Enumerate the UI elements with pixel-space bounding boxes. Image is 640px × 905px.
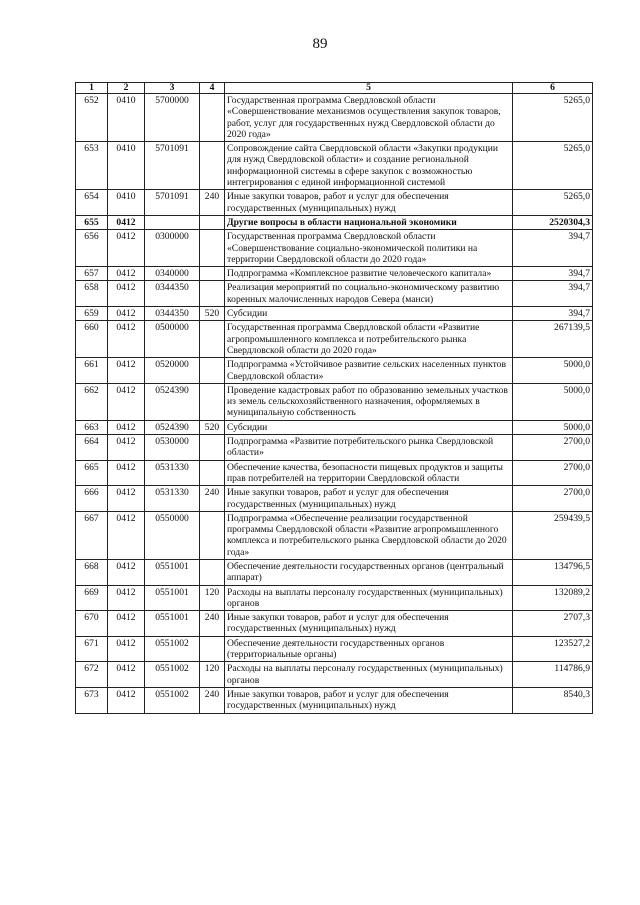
- amount-cell: 5265,0: [513, 190, 593, 216]
- expense-type-code-cell: 520: [200, 307, 225, 321]
- section-code-cell: 0410: [108, 190, 145, 216]
- table-row: [76, 383, 593, 420]
- item-name-cell: Другие вопросы в области национальной экономики: [225, 215, 513, 229]
- table-row: [76, 486, 593, 512]
- item-name-cell: Государственная программа Свердловской области «Совершенствование социально-экономической политики на территории Свердловской области до 2020 года»: [225, 230, 513, 267]
- table-row: [76, 559, 593, 585]
- target-item-code-cell: 0500000: [145, 321, 200, 358]
- item-name-cell: Иные закупки товаров, работ и услуг для обеспечения государственных (муниципальных) нужд: [225, 190, 513, 216]
- col-header-4: 4: [200, 83, 225, 94]
- table-row: [76, 460, 593, 486]
- section-code-cell: 0412: [108, 486, 145, 512]
- expense-type-code-cell: [200, 383, 225, 420]
- expense-type-code-cell: [200, 559, 225, 585]
- table-row: [76, 190, 593, 216]
- section-code-cell: 0412: [108, 585, 145, 611]
- amount-cell: 134796,5: [513, 559, 593, 585]
- section-code-cell: 0412: [108, 687, 145, 713]
- amount-cell: 259439,5: [513, 511, 593, 559]
- expense-type-code-cell: [200, 215, 225, 229]
- table-row: [76, 215, 593, 229]
- row-number-cell: 666: [76, 486, 108, 512]
- item-name-cell: Иные закупки товаров, работ и услуг для обеспечения государственных (муниципальных) нужд: [225, 611, 513, 637]
- table-row: [76, 358, 593, 384]
- col-header-2: 2: [108, 83, 145, 94]
- item-name-cell: Иные закупки товаров, работ и услуг для обеспечения государственных (муниципальных) нужд: [225, 687, 513, 713]
- amount-cell: 394,7: [513, 267, 593, 281]
- amount-cell: 5265,0: [513, 142, 593, 190]
- expense-type-code-cell: 240: [200, 486, 225, 512]
- expense-type-code-cell: [200, 435, 225, 461]
- table-row: [76, 662, 593, 688]
- row-number-cell: 662: [76, 383, 108, 420]
- amount-cell: 123527,2: [513, 636, 593, 662]
- amount-cell: 2707,3: [513, 611, 593, 637]
- row-number-cell: 664: [76, 435, 108, 461]
- amount-cell: 267139,5: [513, 321, 593, 358]
- target-item-code-cell: 5701091: [145, 142, 200, 190]
- amount-cell: 8540,3: [513, 687, 593, 713]
- target-item-code-cell: 0551001: [145, 585, 200, 611]
- table-row: [76, 611, 593, 637]
- expense-type-code-cell: 520: [200, 420, 225, 434]
- item-name-cell: Реализация мероприятий по социально-экономическому развитию коренных малочисленных народов Севера (манси): [225, 281, 513, 307]
- section-code-cell: 0412: [108, 307, 145, 321]
- expense-type-code-cell: [200, 94, 225, 142]
- table-row: [76, 321, 593, 358]
- item-name-cell: Расходы на выплаты персоналу государственных (муниципальных) органов: [225, 662, 513, 688]
- table-row: [76, 267, 593, 281]
- table-row: [76, 687, 593, 713]
- amount-cell: 394,7: [513, 230, 593, 267]
- row-number-cell: 672: [76, 662, 108, 688]
- target-item-code-cell: 5701091: [145, 190, 200, 216]
- target-item-code-cell: 0551001: [145, 611, 200, 637]
- item-name-cell: Государственная программа Свердловской области «Развитие агропромышленного комплекса и потребительского рынка Свердловской области до 2020 года»: [225, 321, 513, 358]
- amount-cell: 2700,0: [513, 486, 593, 512]
- item-name-cell: Субсидии: [225, 307, 513, 321]
- row-number-cell: 659: [76, 307, 108, 321]
- row-number-cell: 673: [76, 687, 108, 713]
- target-item-code-cell: 0531330: [145, 460, 200, 486]
- row-number-cell: 669: [76, 585, 108, 611]
- item-name-cell: Сопровождение сайта Свердловской области «Закупки продукции для нужд Свердловской области» и создание региональной информационной системы в сфере закупок с возможностью интегрирования с единой информационной системой: [225, 142, 513, 190]
- amount-cell: 5000,0: [513, 383, 593, 420]
- item-name-cell: Подпрограмма «Развитие потребительского рынка Свердловской области»: [225, 435, 513, 461]
- section-code-cell: 0412: [108, 636, 145, 662]
- row-number-cell: 661: [76, 358, 108, 384]
- row-number-cell: 654: [76, 190, 108, 216]
- row-number-cell: 667: [76, 511, 108, 559]
- section-code-cell: 0412: [108, 611, 145, 637]
- target-item-code-cell: 0340000: [145, 267, 200, 281]
- table-row: [76, 420, 593, 434]
- row-number-cell: 660: [76, 321, 108, 358]
- amount-cell: 5000,0: [513, 420, 593, 434]
- table-row: [76, 585, 593, 611]
- expense-type-code-cell: [200, 321, 225, 358]
- section-code-cell: 0412: [108, 358, 145, 384]
- table-row: [76, 307, 593, 321]
- item-name-cell: Обеспечение качества, безопасности пищевых продуктов и защиты прав потребителей на территории Свердловской области: [225, 460, 513, 486]
- target-item-code-cell: 0550000: [145, 511, 200, 559]
- table-row: [76, 435, 593, 461]
- target-item-code-cell: 0524390: [145, 383, 200, 420]
- expense-type-code-cell: 240: [200, 190, 225, 216]
- target-item-code-cell: 0531330: [145, 486, 200, 512]
- table-row: [76, 230, 593, 267]
- item-name-cell: Расходы на выплаты персоналу государственных (муниципальных) органов: [225, 585, 513, 611]
- section-code-cell: 0412: [108, 383, 145, 420]
- amount-cell: 114786,9: [513, 662, 593, 688]
- item-name-cell: Субсидии: [225, 420, 513, 434]
- row-number-cell: 653: [76, 142, 108, 190]
- section-code-cell: 0412: [108, 267, 145, 281]
- amount-cell: 2700,0: [513, 435, 593, 461]
- row-number-cell: 657: [76, 267, 108, 281]
- target-item-code-cell: 0524390: [145, 420, 200, 434]
- page-number: 89: [312, 36, 328, 52]
- expense-type-code-cell: [200, 511, 225, 559]
- row-number-cell: 655: [76, 215, 108, 229]
- section-code-cell: 0412: [108, 230, 145, 267]
- expense-type-code-cell: [200, 230, 225, 267]
- expense-type-code-cell: [200, 636, 225, 662]
- amount-cell: 394,7: [513, 281, 593, 307]
- expense-type-code-cell: 240: [200, 687, 225, 713]
- item-name-cell: Обеспечение деятельности государственных органов (территориальные органы): [225, 636, 513, 662]
- amount-cell: 132089,2: [513, 585, 593, 611]
- section-code-cell: 0412: [108, 215, 145, 229]
- table-row: [76, 281, 593, 307]
- col-header-1: 1: [76, 83, 108, 94]
- item-name-cell: Подпрограмма «Обеспечение реализации государственной программы Свердловской области «Развитие агропромышленного комплекса и потребительского рынка Свердловской области до 2020 года»: [225, 511, 513, 559]
- target-item-code-cell: 0344350: [145, 281, 200, 307]
- section-code-cell: 0412: [108, 435, 145, 461]
- item-name-cell: Подпрограмма «Устойчивое развитие сельских населенных пунктов Свердловской области»: [225, 358, 513, 384]
- target-item-code-cell: 0520000: [145, 358, 200, 384]
- section-code-cell: 0410: [108, 142, 145, 190]
- section-code-cell: 0412: [108, 281, 145, 307]
- row-number-cell: 658: [76, 281, 108, 307]
- table-row: [76, 511, 593, 559]
- target-item-code-cell: 0530000: [145, 435, 200, 461]
- item-name-cell: Государственная программа Свердловской области «Совершенствование механизмов осуществления закупок товаров, работ, услуг для государственных нужд Свердловской области до 2020 года»: [225, 94, 513, 142]
- expense-type-code-cell: 240: [200, 611, 225, 637]
- amount-cell: 5000,0: [513, 358, 593, 384]
- target-item-code-cell: [145, 215, 200, 229]
- target-item-code-cell: 0551002: [145, 662, 200, 688]
- table-row: [76, 94, 593, 142]
- table-header-row: [76, 83, 593, 94]
- section-code-cell: 0412: [108, 460, 145, 486]
- amount-cell: 394,7: [513, 307, 593, 321]
- expense-type-code-cell: [200, 142, 225, 190]
- expense-type-code-cell: 120: [200, 585, 225, 611]
- row-number-cell: 665: [76, 460, 108, 486]
- budget-table: [75, 82, 593, 714]
- col-header-5: 5: [225, 83, 513, 94]
- row-number-cell: 668: [76, 559, 108, 585]
- target-item-code-cell: 0551002: [145, 687, 200, 713]
- row-number-cell: 663: [76, 420, 108, 434]
- row-number-cell: 656: [76, 230, 108, 267]
- expense-type-code-cell: [200, 267, 225, 281]
- section-code-cell: 0412: [108, 662, 145, 688]
- target-item-code-cell: 0551001: [145, 559, 200, 585]
- table-body: [76, 94, 593, 714]
- col-header-3: 3: [145, 83, 200, 94]
- expense-type-code-cell: [200, 281, 225, 307]
- section-code-cell: 0412: [108, 511, 145, 559]
- section-code-cell: 0412: [108, 321, 145, 358]
- section-code-cell: 0412: [108, 420, 145, 434]
- col-header-6: 6: [513, 83, 593, 94]
- amount-cell: 2700,0: [513, 460, 593, 486]
- row-number-cell: 652: [76, 94, 108, 142]
- target-item-code-cell: 5700000: [145, 94, 200, 142]
- target-item-code-cell: 0300000: [145, 230, 200, 267]
- target-item-code-cell: 0551002: [145, 636, 200, 662]
- expense-type-code-cell: [200, 460, 225, 486]
- item-name-cell: Обеспечение деятельности государственных органов (центральный аппарат): [225, 559, 513, 585]
- section-code-cell: 0412: [108, 559, 145, 585]
- table-row: [76, 636, 593, 662]
- item-name-cell: Иные закупки товаров, работ и услуг для обеспечения государственных (муниципальных) нужд: [225, 486, 513, 512]
- row-number-cell: 670: [76, 611, 108, 637]
- expense-type-code-cell: 120: [200, 662, 225, 688]
- item-name-cell: Проведение кадастровых работ по образованию земельных участков из земель сельскохозяйственного назначения, оформляемых в муниципальную собственность: [225, 383, 513, 420]
- row-number-cell: 671: [76, 636, 108, 662]
- expense-type-code-cell: [200, 358, 225, 384]
- amount-cell: 5265,0: [513, 94, 593, 142]
- target-item-code-cell: 0344350: [145, 307, 200, 321]
- amount-cell: 2520304,3: [513, 215, 593, 229]
- item-name-cell: Подпрограмма «Комплексное развитие человеческого капитала»: [225, 267, 513, 281]
- section-code-cell: 0410: [108, 94, 145, 142]
- table-row: [76, 142, 593, 190]
